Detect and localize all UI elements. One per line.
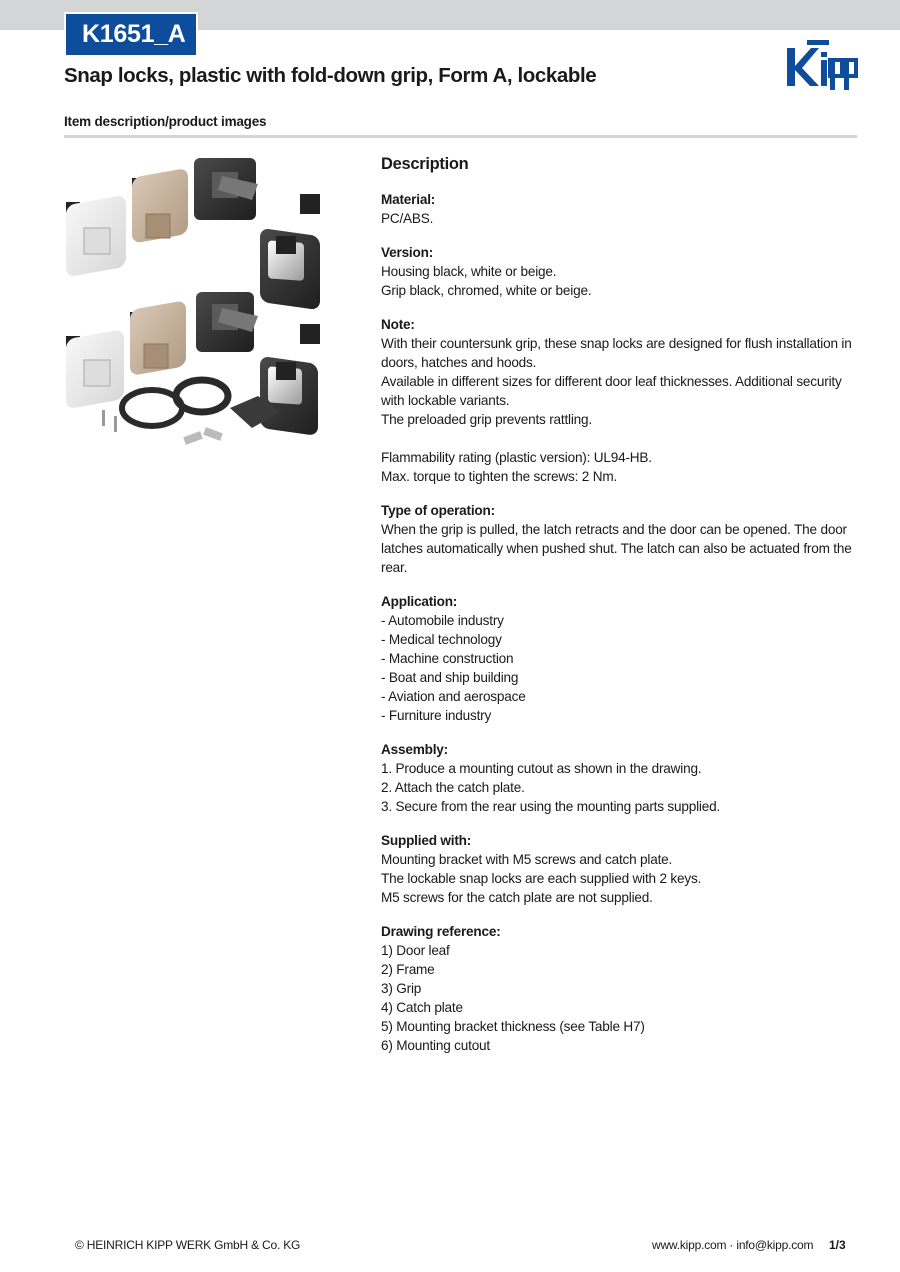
assembly-step: 3. Secure from the rear using the mounting parts supplied. [381, 799, 721, 814]
version-line: Housing black, white or beige. [381, 264, 557, 279]
page-number: 1/3 [829, 1238, 846, 1252]
white-lock-top [66, 195, 126, 278]
version-title: Version: [381, 245, 434, 260]
supplied-line: The lockable snap locks are each supplied with 2 keys. [381, 871, 702, 886]
supplied-line: Mounting bracket with M5 screws and catch plate. [381, 852, 673, 867]
description-heading: Description [381, 155, 469, 173]
drawing-ref: 2) Frame [381, 962, 435, 977]
footer-contact: www.kipp.com · info@kipp.com [652, 1238, 814, 1252]
page-title: Snap locks, plastic with fold-down grip, Form A, lockable [64, 64, 597, 87]
assembly-title: Assembly: [381, 742, 448, 757]
description-content [381, 153, 861, 1070]
operation-line: When the grip is pulled, the latch retracts and the door can be opened. The door latches automatically when pushed shut. The latch can also be actuated from the rear. [381, 522, 852, 575]
assembly-block [381, 740, 861, 816]
note-line: Flammability rating (plastic version): UL94-HB. [381, 450, 652, 465]
note-line: Available in different sizes for different door leaf thicknesses. Additional security with lockable variants. [381, 374, 842, 408]
material-block [381, 190, 861, 228]
beige-lock-bottom [130, 300, 186, 376]
drawing-ref: 5) Mounting bracket thickness (see Table H7) [381, 1019, 645, 1034]
application-item: - Aviation and aerospace [381, 689, 526, 704]
black-lock-top [194, 158, 258, 220]
beige-lock-top [132, 168, 188, 244]
note-line: The preloaded grip prevents rattling. [381, 412, 592, 427]
drawing-ref: 4) Catch plate [381, 1000, 463, 1015]
drawing-ref: 1) Door leaf [381, 943, 450, 958]
version-block [381, 243, 861, 300]
chrome-lock-top [260, 194, 320, 310]
application-item: - Boat and ship building [381, 670, 519, 685]
drawing-ref: 3) Grip [381, 981, 422, 996]
mounting-parts [102, 380, 280, 445]
version-line: Grip black, chromed, white or beige. [381, 283, 592, 298]
drawing-block [381, 922, 861, 1055]
application-title: Application: [381, 594, 458, 609]
white-lock-bottom [66, 329, 124, 409]
application-item: - Machine construction [381, 651, 514, 666]
application-item: - Automobile industry [381, 613, 504, 628]
assembly-step: 1. Produce a mounting cutout as shown in the drawing. [381, 761, 702, 776]
supplied-line: M5 screws for the catch plate are not supplied. [381, 890, 653, 905]
black-lock-bottom [196, 292, 258, 352]
drawing-title: Drawing reference: [381, 924, 501, 939]
note-line: With their countersunk grip, these snap locks are designed for flush installation in doors, hatches and hoods. [381, 336, 852, 370]
application-block [381, 592, 861, 725]
kipp-logo [785, 38, 859, 92]
footer-copyright: © HEINRICH KIPP WERK GmbH & Co. KG [75, 1238, 301, 1252]
application-item: - Medical technology [381, 632, 502, 647]
material-title: Material: [381, 192, 436, 207]
operation-title: Type of operation: [381, 503, 495, 518]
product-code-badge: K1651_A [64, 12, 198, 57]
drawing-ref: 6) Mounting cutout [381, 1038, 490, 1053]
supplied-block [381, 831, 861, 907]
operation-block [381, 501, 861, 577]
application-item: - Furniture industry [381, 708, 492, 723]
section-label: Item description/product images [64, 114, 267, 129]
note-line: Max. torque to tighten the screws: 2 Nm. [381, 469, 618, 484]
section-divider [64, 135, 857, 138]
product-image [62, 150, 324, 452]
chrome-lock-bottom [260, 324, 320, 436]
assembly-step: 2. Attach the catch plate. [381, 780, 525, 795]
note-block [381, 315, 861, 486]
material-line: PC/ABS. [381, 211, 434, 226]
supplied-title: Supplied with: [381, 833, 472, 848]
note-title: Note: [381, 317, 415, 332]
